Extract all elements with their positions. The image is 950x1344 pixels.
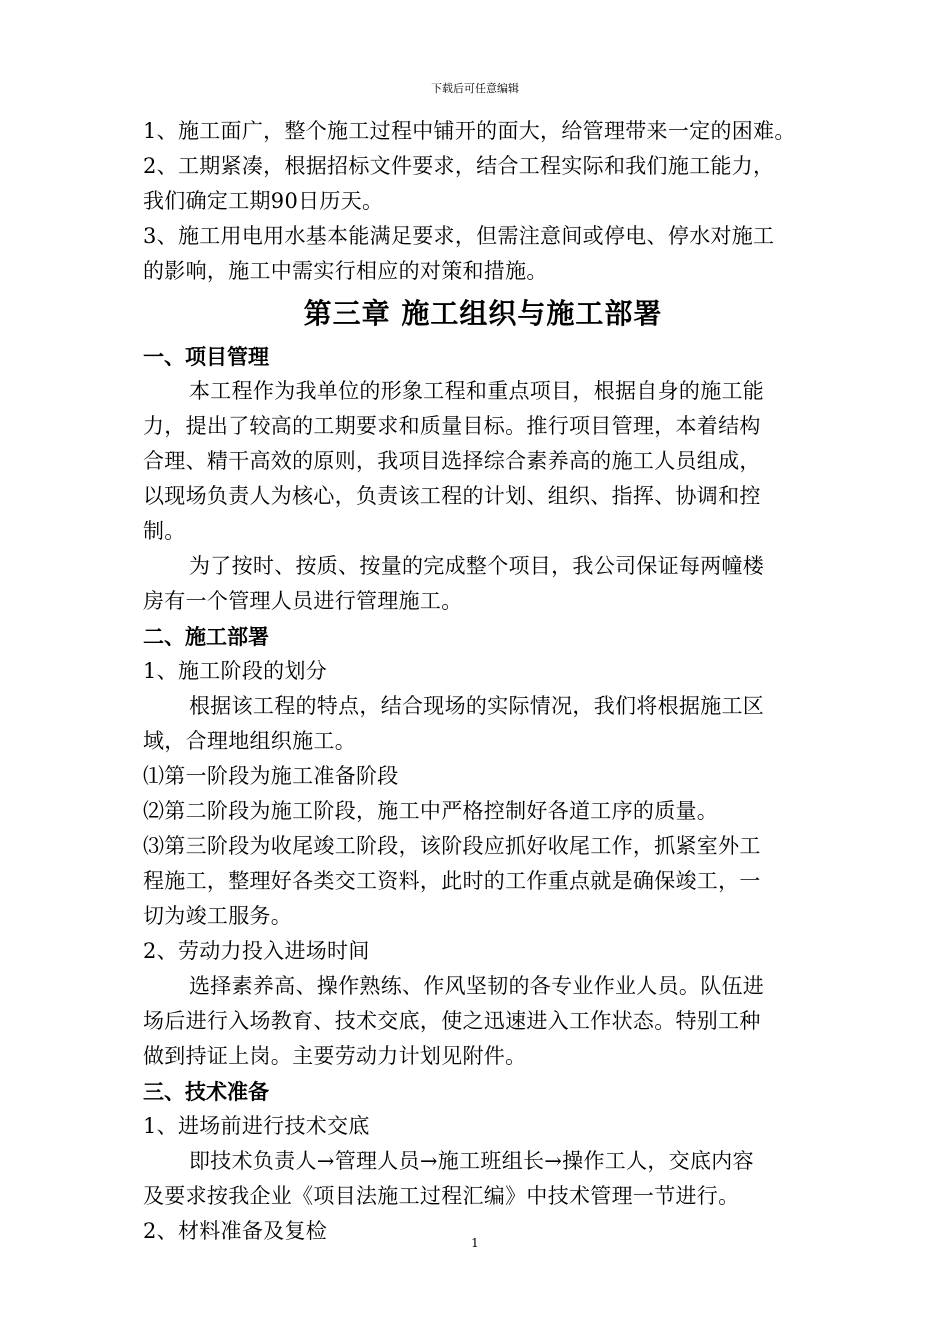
paragraph-line: 选择素养高、操作熟练、作风坚韧的各专业作业人员。队伍进	[189, 974, 765, 998]
paragraph-line: 的影响，施工中需实行相应的对策和措施。	[143, 259, 548, 283]
chapter-title: 第三章 施工组织与施工部署	[303, 297, 663, 330]
paragraph-line: 本工程作为我单位的形象工程和重点项目，根据自身的施工能	[189, 379, 765, 403]
page-header-note: 下载后可任意编辑	[431, 82, 519, 95]
paragraph-line: 2、劳动力投入进场时间	[143, 939, 370, 963]
paragraph-line: 域，合理地组织施工。	[143, 729, 356, 753]
paragraph-line: 1、施工阶段的划分	[143, 659, 328, 683]
paragraph-line: 做到持证上岗。主要劳动力计划见附件。	[143, 1044, 527, 1068]
paragraph-line: ⑴第一阶段为施工准备阶段	[143, 764, 399, 788]
document-body	[143, 114, 823, 1249]
paragraph-line: 即技术负责人→管理人员→施工班组长→操作工人，交底内容	[189, 1149, 754, 1173]
section-heading: 三、技术准备	[143, 1079, 269, 1104]
paragraph-line: 切为竣工服务。	[143, 904, 293, 928]
paragraph-line: 我们确定工期90日历天。	[143, 189, 384, 213]
paragraph-line: 3、施工用电用水基本能满足要求，但需注意间或停电、停水对施工	[143, 224, 775, 248]
paragraph-line: 为了按时、按质、按量的完成整个项目，我公司保证每两幢楼	[189, 554, 765, 578]
paragraph-line: 1、进场前进行技术交底	[143, 1114, 370, 1138]
paragraph-line: 场后进行入场教育、技术交底，使之迅速进入工作状态。特别工种	[143, 1009, 761, 1033]
paragraph-line: 合理、精干高效的原则，我项目选择综合素养高的施工人员组成，	[143, 449, 761, 473]
paragraph-line: ⑶第三阶段为收尾竣工阶段，该阶段应抓好收尾工作，抓紧室外工	[143, 834, 761, 858]
paragraph-line: 根据该工程的特点，结合现场的实际情况，我们将根据施工区	[189, 694, 765, 718]
paragraph-line: 及要求按我企业《项目法施工过程汇编》中技术管理一节进行。	[143, 1184, 740, 1208]
paragraph-line: 1、施工面广，整个施工过程中铺开的面大，给管理带来一定的困难。	[143, 119, 796, 143]
section-heading: 一、项目管理	[143, 344, 269, 369]
paragraph-line: 程施工，整理好各类交工资料，此时的工作重点就是确保竣工，一	[143, 869, 761, 893]
paragraph-line: ⑵第二阶段为施工阶段，施工中严格控制好各道工序的质量。	[143, 799, 719, 823]
paragraph-line: 制。	[143, 519, 186, 543]
paragraph-line: 房有一个管理人员进行管理施工。	[143, 589, 463, 613]
paragraph-line: 2、材料准备及复检	[143, 1219, 328, 1243]
paragraph-line: 力，提出了较高的工期要求和质量目标。推行项目管理，本着结构	[143, 414, 761, 438]
page-number: 1	[471, 1236, 479, 1250]
section-heading: 二、施工部署	[143, 624, 269, 649]
paragraph-line: 2、工期紧凑，根据招标文件要求，结合工程实际和我们施工能力，	[143, 154, 775, 178]
paragraph-line: 以现场负责人为核心，负责该工程的计划、组织、指挥、协调和控	[143, 484, 761, 508]
